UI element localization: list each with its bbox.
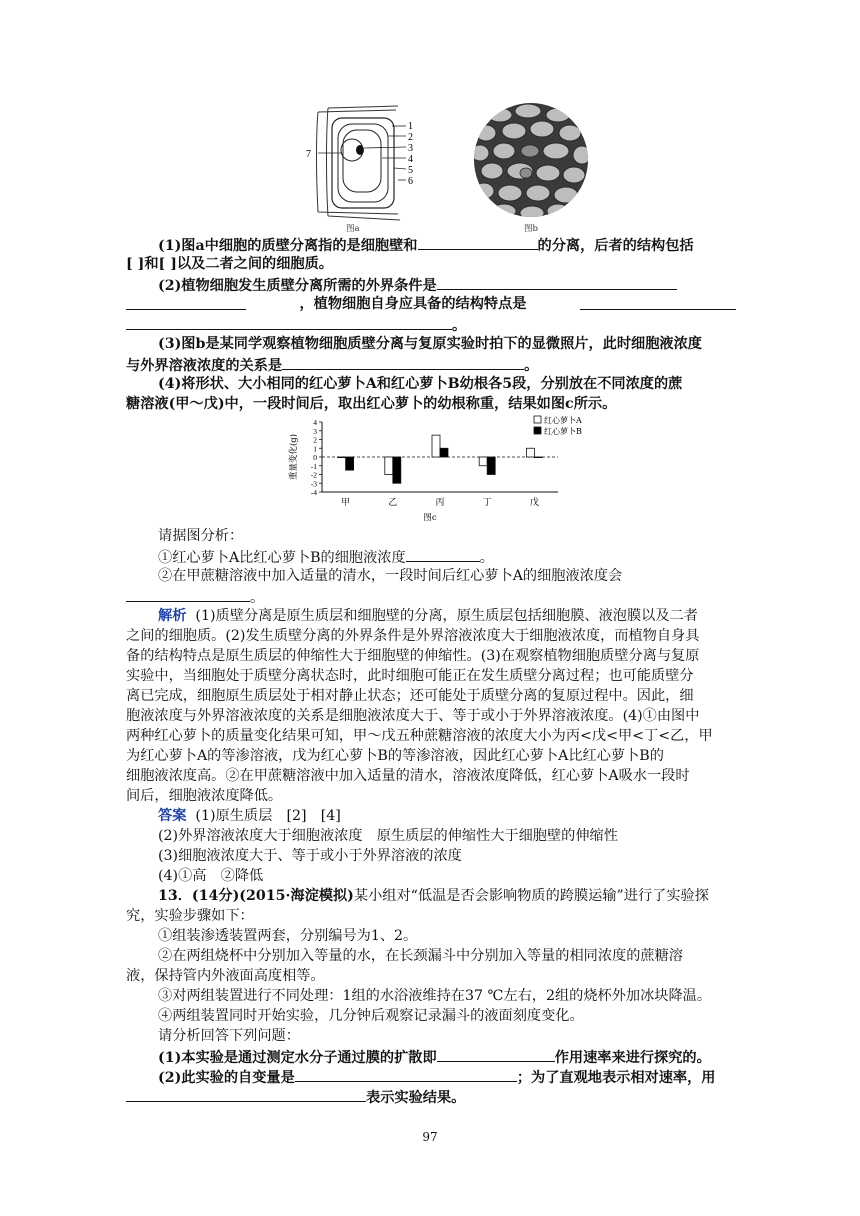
figure-a-label-1: 1 (408, 121, 413, 132)
chart-y-tick-label: -1 (310, 461, 317, 471)
q4-1-blank[interactable] (406, 547, 480, 562)
q3-blank[interactable] (282, 355, 524, 370)
chart-y-tick-label: -3 (310, 479, 317, 489)
q13-step-2: ②在两组烧杯中分别加入等量的水，在长颈漏斗中分别加入等量的相同浓度的蔗糖溶 (158, 948, 683, 964)
chart-bar (338, 457, 346, 458)
chart-bar (440, 448, 448, 457)
daan-label: 答案 (158, 808, 187, 824)
q13-p2-blank-2[interactable] (126, 1087, 366, 1102)
q13-p1: (1)本实验是通过测定水分子通过膜的扩散即 作用速率来进行探究的。 (158, 1047, 768, 1068)
q13-head: 13．(14分)(2015·海淀模拟)某小组对“低温是否会影响物质的跨膜运输”进行了实验探 (158, 888, 709, 904)
q3-line1: (3)图b是某同学观察植物细胞质壁分离与复原实验时拍下的显微照片，此时细胞液浓度 (158, 336, 702, 352)
chart-y-tick-label: -4 (310, 488, 317, 497)
q13-p1-blank[interactable] (437, 1047, 555, 1062)
figure-b-micrograph (470, 101, 592, 219)
q4-2-blank[interactable] (126, 587, 250, 602)
q4-2-line2: 。 (126, 587, 736, 608)
jiexi-line-1: 之间的细胞质。(2)发生质壁分离的外界条件是外界溶液浓度大于细胞液浓度，而植物自身具 (126, 628, 700, 644)
figure-a-label-2: 2 (408, 132, 413, 143)
chart-bar (346, 457, 354, 470)
daan-line-0: 答案 (1)原生质层 [2] [4] (158, 808, 341, 824)
q1-line1: (1)图a中细胞的质壁分离指的是细胞壁和 的分离，后者的结构包括 (158, 235, 768, 256)
chart-bar (432, 435, 440, 457)
figure-a-cell-diagram (300, 104, 430, 229)
chart-bar (487, 457, 495, 475)
q13-p2-blank-1[interactable] (295, 1067, 517, 1082)
q13-step-3: ③对两组装置进行不同处理：1组的水浴液维持在37 ℃左右，2组的烧杯外加冰块降温。 (158, 988, 712, 1004)
chart-x-tick-label: 乙 (388, 498, 398, 508)
chart-y-tick-label: 4 (313, 418, 317, 427)
q1-line2: [ ]和[ ]以及二者之间的细胞质。 (126, 256, 333, 272)
jiexi-line-2: 备的结构特点是原生质层的伸缩性大于细胞壁的伸缩性。(3)在观察植物细胞质壁分离与复原 (126, 648, 700, 664)
jiexi-line-5: 胞液浓度与外界溶液浓度的关系是细胞液浓度大于、等于或小于外界溶液浓度。(4)①由图中 (126, 708, 700, 724)
chart-bar (534, 457, 542, 458)
chart-x-tick-label: 丙 (435, 498, 445, 508)
jiexi-line-0: 解析 (1)质壁分离是原生质层和细胞壁的分离，原生质层包括细胞膜、液泡膜以及二者 (158, 608, 698, 624)
figure-c-bar-chart (280, 414, 610, 526)
chart-y-tick-label: 2 (313, 435, 317, 445)
daan-line-3: (4)①高 ②降低 (158, 868, 264, 884)
q13-ask: 请分析回答下列问题： (158, 1028, 300, 1044)
daan-line-1: (2)外界溶液浓度大于细胞液浓度 原生质层的伸缩性大于细胞壁的伸缩性 (158, 828, 618, 844)
q4-line1: (4)将形状、大小相同的红心萝卜A和红心萝卜B幼根各5段，分别放在不同浓度的蔗 (158, 376, 683, 392)
chart-legend-label: 红心萝卜A (544, 416, 582, 425)
jiexi-line-8: 细胞液浓度高。②在甲蔗糖溶液中加入适量的清水，溶液浓度降低，红心萝卜A吸水一段时 (126, 768, 690, 784)
q2-blank-1[interactable] (437, 275, 677, 290)
chart-bar (526, 448, 534, 457)
q4-2-line1: ②在甲蔗糖溶液中加入适量的清水，一段时间后红心萝卜A的细胞液浓度会 (158, 568, 623, 584)
chart-x-tick-label: 丁 (482, 498, 492, 508)
figure-b-caption: 图b (524, 224, 538, 234)
jiexi-line-9: 间后，细胞液浓度降低。 (126, 788, 283, 804)
figure-a-caption: 图a (346, 224, 360, 234)
q4-line2: 糖溶液(甲～戊)中，一段时间后，取出红心萝卜的幼根称重，结果如图c所示。 (126, 396, 617, 412)
q4-1-line: ①红心萝卜A比红心萝卜B的细胞液浓度 。 (158, 547, 768, 568)
chart-legend-label: 红心萝卜B (544, 427, 582, 436)
q2-blank-2b[interactable] (126, 315, 452, 330)
chart-bar (479, 457, 487, 466)
jiexi-line-3: 实验中，当细胞处于质壁分离状态时，此时细胞可能正在发生质壁分离过程；也可能质壁分 (126, 668, 694, 684)
q2-line3: 。 (126, 315, 736, 336)
q13-step-2b: 液，保持管内外液面高度相等。 (126, 968, 325, 984)
chart-y-tick-label: 3 (313, 426, 317, 436)
chart-x-tick-label: 甲 (341, 498, 351, 508)
chart-bar (393, 457, 401, 483)
chart-y-tick-label: -2 (310, 470, 317, 480)
chart-x-tick-label: 戊 (529, 498, 539, 508)
figure-a-label-7: 7 (306, 149, 311, 160)
q13-p2-line2: 表示实验结果。 (126, 1087, 736, 1108)
q1-blank[interactable] (418, 235, 538, 250)
chart-bar (385, 457, 393, 475)
q13-step-4: ④两组装置同时开始实验，几分钟后观察记录漏斗的液面刻度变化。 (158, 1008, 584, 1024)
chart-legend-swatch (534, 416, 541, 423)
q2-blank-2[interactable] (580, 295, 736, 310)
analysis-prompt: 请据图分析： (158, 528, 244, 544)
chart-title: 图c (423, 513, 437, 523)
figure-a-label-5: 5 (408, 165, 413, 176)
chart-legend-swatch (534, 427, 541, 434)
figure-a-label-3: 3 (408, 143, 413, 154)
page-number: 97 (422, 1130, 438, 1144)
jiexi-label: 解析 (158, 608, 187, 624)
figure-a-label-4: 4 (408, 154, 413, 165)
figure-a-label-6: 6 (408, 176, 413, 187)
daan-line-2: (3)细胞液浓度大于、等于或小于外界溶液的浓度 (158, 848, 462, 864)
q2-blank-1b[interactable] (126, 295, 246, 310)
q2-line1: (2)植物细胞发生质壁分离所需的外界条件是 (158, 275, 768, 296)
chart-y-tick-label: 1 (313, 444, 317, 454)
q13-p2: (2)此实验的自变量是 ；为了直观地表示相对速率，用 (158, 1067, 768, 1088)
chart-y-tick-label: 0 (313, 453, 317, 462)
chart-y-label: 重量变化(g) (289, 433, 299, 481)
q13-step-1: ①组装渗透装置两套，分别编号为1、2。 (158, 928, 418, 944)
jiexi-line-6: 两种红心萝卜的质量变化结果可知，甲～戊五种蔗糖溶液的浓度大小为丙<戊<甲<丁<乙，甲 (126, 728, 713, 744)
q13-line2: 究，实验步骤如下： (126, 908, 254, 924)
q2-line2: ，植物细胞自身应具备的结构特点是 (126, 295, 736, 314)
q3-line2: 与外界溶液浓度的关系是 。 (126, 355, 736, 376)
jiexi-line-4: 离已完成，细胞原生质层处于相对静止状态；还可能处于质壁分离的复原过程中。因此，细 (126, 688, 694, 704)
jiexi-line-7: 为红心萝卜A的等渗溶液，戊为红心萝卜B的等渗溶液，因此红心萝卜A比红心萝卜B的 (126, 748, 664, 764)
